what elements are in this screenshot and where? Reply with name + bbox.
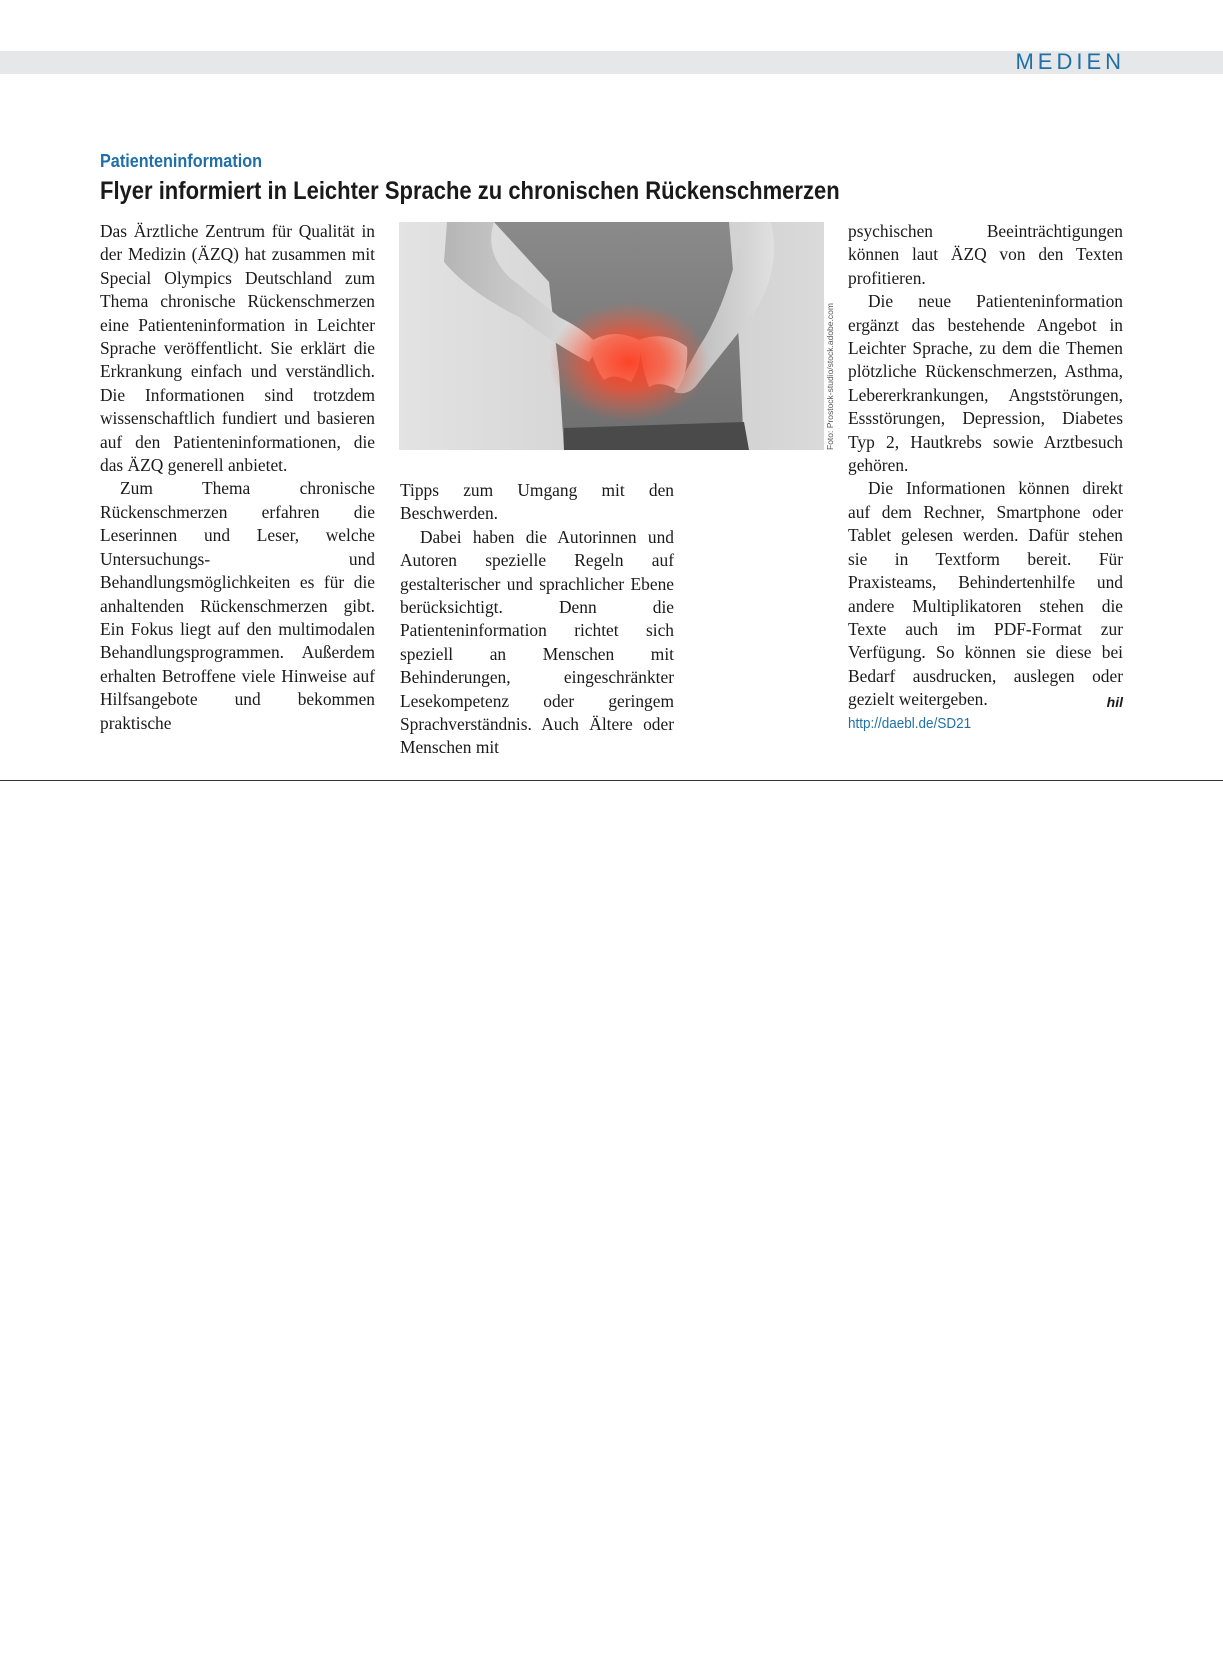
paragraph: Tipps zum Umgang mit den Beschwerden.: [400, 480, 674, 524]
article-link[interactable]: http://daebl.de/SD21: [848, 715, 972, 732]
paragraph: psychischen Beeinträchtigungen können laut ÄZQ von den Texten profitieren.: [848, 221, 1123, 288]
paragraph-last: [848, 477, 1123, 711]
text-column-3: [848, 220, 1123, 715]
paragraph: Dabei haben die Autorinnen und Autoren spezielle Regeln auf gestalterischer und sprachlicher Ebene berücksichtigt. Denn die Patienteninformation richtet sich speziell an Menschen mit Behinderungen, eingeschränkter Lesekompetenz oder geringem Sprachverständnis. Auch Ältere oder Menschen mit: [400, 526, 674, 758]
text-column-2: [400, 479, 674, 760]
article-kicker: Patienteninformation: [100, 151, 263, 171]
bottom-rule: [0, 780, 1223, 781]
paragraph: Zum Thema chronische Rückenschmerzen erfahren die Leserinnen und Leser, welche Untersuchungs- und Behandlungsmöglichkeiten es für die anhaltenden Rückenschmerzen gibt. Ein Fokus liegt auf den multimodalen Behandlungsprogrammen. Außerdem erhalten Betroffene viele Hinweise auf Hilfsangebote und bekommen praktische: [100, 478, 375, 733]
article-photo: [399, 222, 824, 450]
paragraph: Die neue Patienteninformation ergänzt das bestehende Angebot in Leichter Sprache, zu dem die Themen plötzliche Rückenschmerzen, Asthma, Lebererkrankungen, Angststörungen, Essstörungen, Depression, Diabetes Typ 2, Hautkrebs sowie Arztbesuch gehören.: [848, 291, 1123, 476]
paragraph: Das Ärztliche Zentrum für Qualität in der Medizin (ÄZQ) hat zusammen mit Special Olympics Deutschland zum Thema chronische Rückenschmerzen eine Patienteninformation in Leichter Sprache veröffentlicht. Sie erklärt die Erkrankung einfach und verständlich. Die Informationen sind trotzdem wissenschaftlich fundiert und basieren auf den Patienteninformationen, die das ÄZQ generell anbietet.: [100, 221, 375, 476]
author-signature: hil: [1106, 694, 1123, 711]
section-label: MEDIEN: [1015, 49, 1125, 74]
article-headline: Flyer informiert in Leichter Sprache zu chronischen Rückenschmerzen: [100, 177, 840, 205]
photo-credit: Foto: Prostock-studio/stock.adobe.com: [825, 303, 835, 450]
text-column-1: [100, 220, 375, 735]
back-pain-illustration: [399, 222, 824, 450]
paragraph-text: Die Informationen können direkt auf dem Rechner, Smartphone oder Tablet gelesen werden. Dafür stehen sie in Textform bereit. Für Praxisteams, Behindertenhilfe und andere Multiplikatoren stehen die Texte auch im PDF-Format zur Verfügung. So können sie diese bei Bedarf ausdrucken, auslegen oder gezielt weitergeben.: [848, 478, 1123, 710]
